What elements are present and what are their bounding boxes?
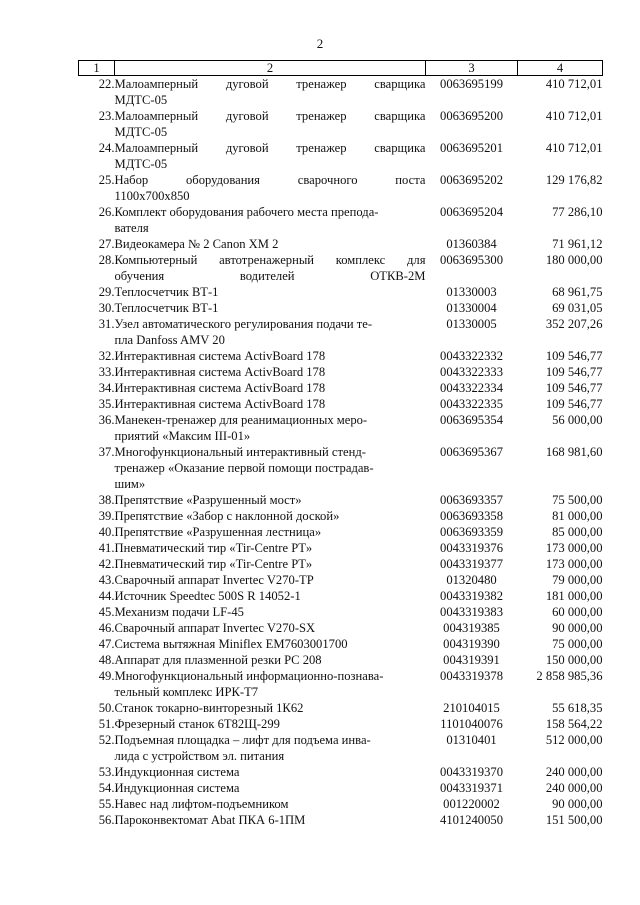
- row-description: Механизм подачи LF-45: [114, 605, 244, 619]
- row-value: 352 207,26: [545, 317, 603, 331]
- row-number: 28.: [98, 253, 115, 267]
- row-inventory-code: 0063695367: [440, 445, 503, 459]
- table-row: [79, 300, 603, 316]
- table-row: [79, 108, 603, 140]
- row-description: Система вытяжная Miniflex EM7603001700: [114, 637, 348, 651]
- row-value: 81 000,00: [552, 509, 603, 523]
- row-value: 410 712,01: [545, 141, 603, 155]
- row-inventory-code: 01320480: [446, 573, 497, 587]
- row-inventory-code: 004319385: [443, 621, 500, 635]
- row-description: Источник Speedtec 500S R 14052-1: [114, 589, 301, 603]
- table-row: [79, 636, 603, 652]
- table-row: [79, 284, 603, 300]
- row-value: 2 858 985,36: [536, 669, 603, 683]
- table-row: [79, 316, 603, 348]
- row-inventory-code: 0063695199: [440, 77, 503, 91]
- row-number: 49.: [98, 669, 115, 683]
- row-value: 512 000,00: [545, 733, 603, 747]
- row-value: 129 176,82: [545, 173, 603, 187]
- row-description: Сварочный аппарат Invertec V270-TP: [114, 573, 314, 587]
- table-row: [79, 236, 603, 252]
- row-description: Набор оборудования сварочного поста 1100х700х850: [114, 173, 426, 203]
- row-description: Теплосчетчик ВТ-1: [114, 285, 219, 299]
- table-row: [79, 668, 603, 700]
- row-value: 85 000,00: [552, 525, 603, 539]
- row-description: Многофункциональный интерактивный стенд- тренажер «Оказание первой помощи пострадав- шим»: [114, 445, 374, 491]
- row-number: 36.: [98, 413, 115, 427]
- row-number: 56.: [98, 813, 115, 827]
- row-number: 41.: [98, 541, 115, 555]
- row-value: 410 712,01: [545, 109, 603, 123]
- table-row: [79, 172, 603, 204]
- row-inventory-code: 0043319377: [440, 557, 503, 571]
- row-inventory-code: 0043319378: [440, 669, 503, 683]
- row-value: 168 981,60: [545, 445, 603, 459]
- row-description: Малоамперный дуговой тренажер сварщика МДТС-05: [114, 141, 426, 171]
- row-inventory-code: 01330004: [446, 301, 497, 315]
- row-description: Препятствие «Разрушенный мост»: [114, 493, 302, 507]
- table-row: [79, 524, 603, 540]
- row-number: 26.: [98, 205, 115, 219]
- row-value: 60 000,00: [552, 605, 603, 619]
- table-row: [79, 540, 603, 556]
- row-number: 30.: [98, 301, 115, 315]
- row-inventory-code: 004319391: [443, 653, 500, 667]
- row-inventory-code: 0043322332: [440, 349, 503, 363]
- row-inventory-code: 001220002: [443, 797, 500, 811]
- table-row: [79, 780, 603, 796]
- row-description: Интерактивная система ActivBoard 178: [114, 349, 326, 363]
- row-number: 52.: [98, 733, 115, 747]
- table-row: [79, 732, 603, 764]
- row-number: 45.: [98, 605, 115, 619]
- table-row: [79, 764, 603, 780]
- row-value: 410 712,01: [545, 77, 603, 91]
- row-description: Малоамперный дуговой тренажер сварщика МДТС-05: [114, 109, 426, 139]
- row-inventory-code: 0043319383: [440, 605, 503, 619]
- row-description: Навес над лифтом-подъемником: [114, 797, 289, 811]
- row-inventory-code: 210104015: [443, 701, 500, 715]
- row-value: 240 000,00: [545, 781, 603, 795]
- row-description: Интерактивная система ActivBoard 178: [114, 381, 326, 395]
- row-value: 173 000,00: [545, 557, 603, 571]
- row-number: 46.: [98, 621, 115, 635]
- row-description: Сварочный аппарат Invertec V270-SX: [114, 621, 316, 635]
- row-inventory-code: 0063695300: [440, 253, 503, 267]
- row-description: Пароконвектомат Abat ПКА 6-1ПМ: [114, 813, 306, 827]
- column-header-number: 1: [79, 61, 115, 76]
- table-row: [79, 412, 603, 444]
- row-inventory-code: 0063693359: [440, 525, 503, 539]
- row-description: Аппарат для плазменной резки PC 208: [114, 653, 322, 667]
- row-inventory-code: 01360384: [446, 237, 497, 251]
- row-inventory-code: 0043322333: [440, 365, 503, 379]
- row-number: 22.: [98, 77, 115, 91]
- row-description: Индукционная система: [114, 781, 240, 795]
- column-header-value: 4: [518, 61, 603, 76]
- row-value: 75 500,00: [552, 493, 603, 507]
- row-description: Препятствие «Забор с наклонной доской»: [114, 509, 340, 523]
- row-inventory-code: 0063695204: [440, 205, 503, 219]
- row-value: 68 961,75: [552, 285, 603, 299]
- row-description: Интерактивная система ActivBoard 178: [114, 365, 326, 379]
- row-number: 29.: [98, 285, 115, 299]
- row-inventory-code: 0063693358: [440, 509, 503, 523]
- row-inventory-code: 0063695200: [440, 109, 503, 123]
- table-row: [79, 604, 603, 620]
- row-description: Препятствие «Разрушенная лестница»: [114, 525, 322, 539]
- row-inventory-code: 0063695201: [440, 141, 503, 155]
- row-value: 56 000,00: [552, 413, 603, 427]
- row-value: 69 031,05: [552, 301, 603, 315]
- row-inventory-code: 1101040076: [440, 717, 503, 731]
- row-number: 31.: [98, 317, 115, 331]
- row-number: 32.: [98, 349, 115, 363]
- row-number: 44.: [98, 589, 115, 603]
- row-description: Теплосчетчик ВТ-1: [114, 301, 219, 315]
- row-value: 109 546,77: [545, 349, 603, 363]
- row-description: Подъемная площадка – лифт для подъема инва- лида с устройством эл. питания: [114, 733, 371, 763]
- row-inventory-code: 0063695354: [440, 413, 503, 427]
- column-header-code: 3: [426, 61, 518, 76]
- row-number: 23.: [98, 109, 115, 123]
- table-row: [79, 572, 603, 588]
- table-row: [79, 652, 603, 668]
- table-row: [79, 556, 603, 572]
- row-value: 77 286,10: [552, 205, 603, 219]
- row-inventory-code: 4101240050: [440, 813, 503, 827]
- row-number: 42.: [98, 557, 115, 571]
- row-description: Комплект оборудования рабочего места препода- вателя: [114, 205, 379, 235]
- row-inventory-code: 0043319370: [440, 765, 503, 779]
- row-value: 109 546,77: [545, 365, 603, 379]
- row-value: 158 564,22: [545, 717, 603, 731]
- table-row: [79, 140, 603, 172]
- row-number: 55.: [98, 797, 115, 811]
- row-number: 53.: [98, 765, 115, 779]
- row-value: 90 000,00: [552, 797, 603, 811]
- table-body: [79, 76, 603, 829]
- row-value: 240 000,00: [545, 765, 603, 779]
- table-row: [79, 364, 603, 380]
- row-inventory-code: 01330003: [446, 285, 497, 299]
- row-number: 50.: [98, 701, 115, 715]
- row-number: 54.: [98, 781, 115, 795]
- table-row: [79, 492, 603, 508]
- table-row: [79, 588, 603, 604]
- row-description: Индукционная система: [114, 765, 240, 779]
- row-number: 40.: [98, 525, 115, 539]
- row-number: 27.: [98, 237, 115, 251]
- table-row: [79, 716, 603, 732]
- table-row: [79, 252, 603, 284]
- row-value: 150 000,00: [545, 653, 603, 667]
- table-row: [79, 812, 603, 828]
- row-description: Манекен-тренажер для реанимационных меро- приятий «Максим III-01»: [114, 413, 368, 443]
- row-value: 71 961,12: [552, 237, 603, 251]
- row-inventory-code: 0043319371: [440, 781, 503, 795]
- row-value: 75 000,00: [552, 637, 603, 651]
- row-value: 109 546,77: [545, 381, 603, 395]
- row-value: 55 618,35: [552, 701, 603, 715]
- row-inventory-code: 0063693357: [440, 493, 503, 507]
- row-description: Видеокамера № 2 Canon XM 2: [114, 237, 279, 251]
- row-value: 90 000,00: [552, 621, 603, 635]
- row-number: 25.: [98, 173, 115, 187]
- table-header: [79, 61, 603, 76]
- row-number: 37.: [98, 445, 115, 459]
- row-value: 173 000,00: [545, 541, 603, 555]
- table-row: [79, 620, 603, 636]
- row-number: 51.: [98, 717, 115, 731]
- column-header-name: 2: [115, 61, 426, 76]
- row-description: Узел автоматического регулирования подачи те- пла Danfoss AMV 20: [114, 317, 373, 347]
- row-inventory-code: 0043319382: [440, 589, 503, 603]
- row-number: 39.: [98, 509, 115, 523]
- table-row: [79, 348, 603, 364]
- table-row: [79, 796, 603, 812]
- table-row: [79, 700, 603, 716]
- inventory-table: [78, 60, 603, 828]
- row-number: 35.: [98, 397, 115, 411]
- row-inventory-code: 01310401: [446, 733, 497, 747]
- row-description: Станок токарно-винторезный 1К62: [114, 701, 304, 715]
- table-row: [79, 508, 603, 524]
- row-number: 47.: [98, 637, 115, 651]
- row-inventory-code: 01330005: [446, 317, 497, 331]
- row-description: Малоамперный дуговой тренажер сварщика МДТС-05: [114, 77, 426, 107]
- row-value: 109 546,77: [545, 397, 603, 411]
- row-description: Интерактивная система ActivBoard 178: [114, 397, 326, 411]
- row-inventory-code: 0063695202: [440, 173, 503, 187]
- row-description: Пневматический тир «Tir-Centre PT»: [114, 557, 313, 571]
- row-number: 33.: [98, 365, 115, 379]
- row-inventory-code: 0043322335: [440, 397, 503, 411]
- row-value: 180 000,00: [545, 253, 603, 267]
- row-number: 38.: [98, 493, 115, 507]
- row-inventory-code: 0043322334: [440, 381, 503, 395]
- table-row: [79, 380, 603, 396]
- table-row: [79, 76, 603, 109]
- row-inventory-code: 0043319376: [440, 541, 503, 555]
- row-value: 79 000,00: [552, 573, 603, 587]
- row-number: 24.: [98, 141, 115, 155]
- row-value: 151 500,00: [545, 813, 603, 827]
- row-description: Компьютерный автотренажерный комплекс для обучения водителей ОТКВ-2М: [114, 253, 426, 283]
- row-inventory-code: 004319390: [443, 637, 500, 651]
- row-description: Многофункциональный информационно-познава- тельный комплекс ИРК-Т7: [114, 669, 384, 699]
- row-description: Пневматический тир «Tir-Centre PT»: [114, 541, 313, 555]
- row-description: Фрезерный станок 6Т82Щ-299: [114, 717, 280, 731]
- row-number: 34.: [98, 381, 115, 395]
- row-value: 181 000,00: [545, 589, 603, 603]
- row-number: 48.: [98, 653, 115, 667]
- table-row: [79, 204, 603, 236]
- table-row: [79, 396, 603, 412]
- table-row: [79, 444, 603, 492]
- row-number: 43.: [98, 573, 115, 587]
- page-number: 2: [316, 36, 324, 51]
